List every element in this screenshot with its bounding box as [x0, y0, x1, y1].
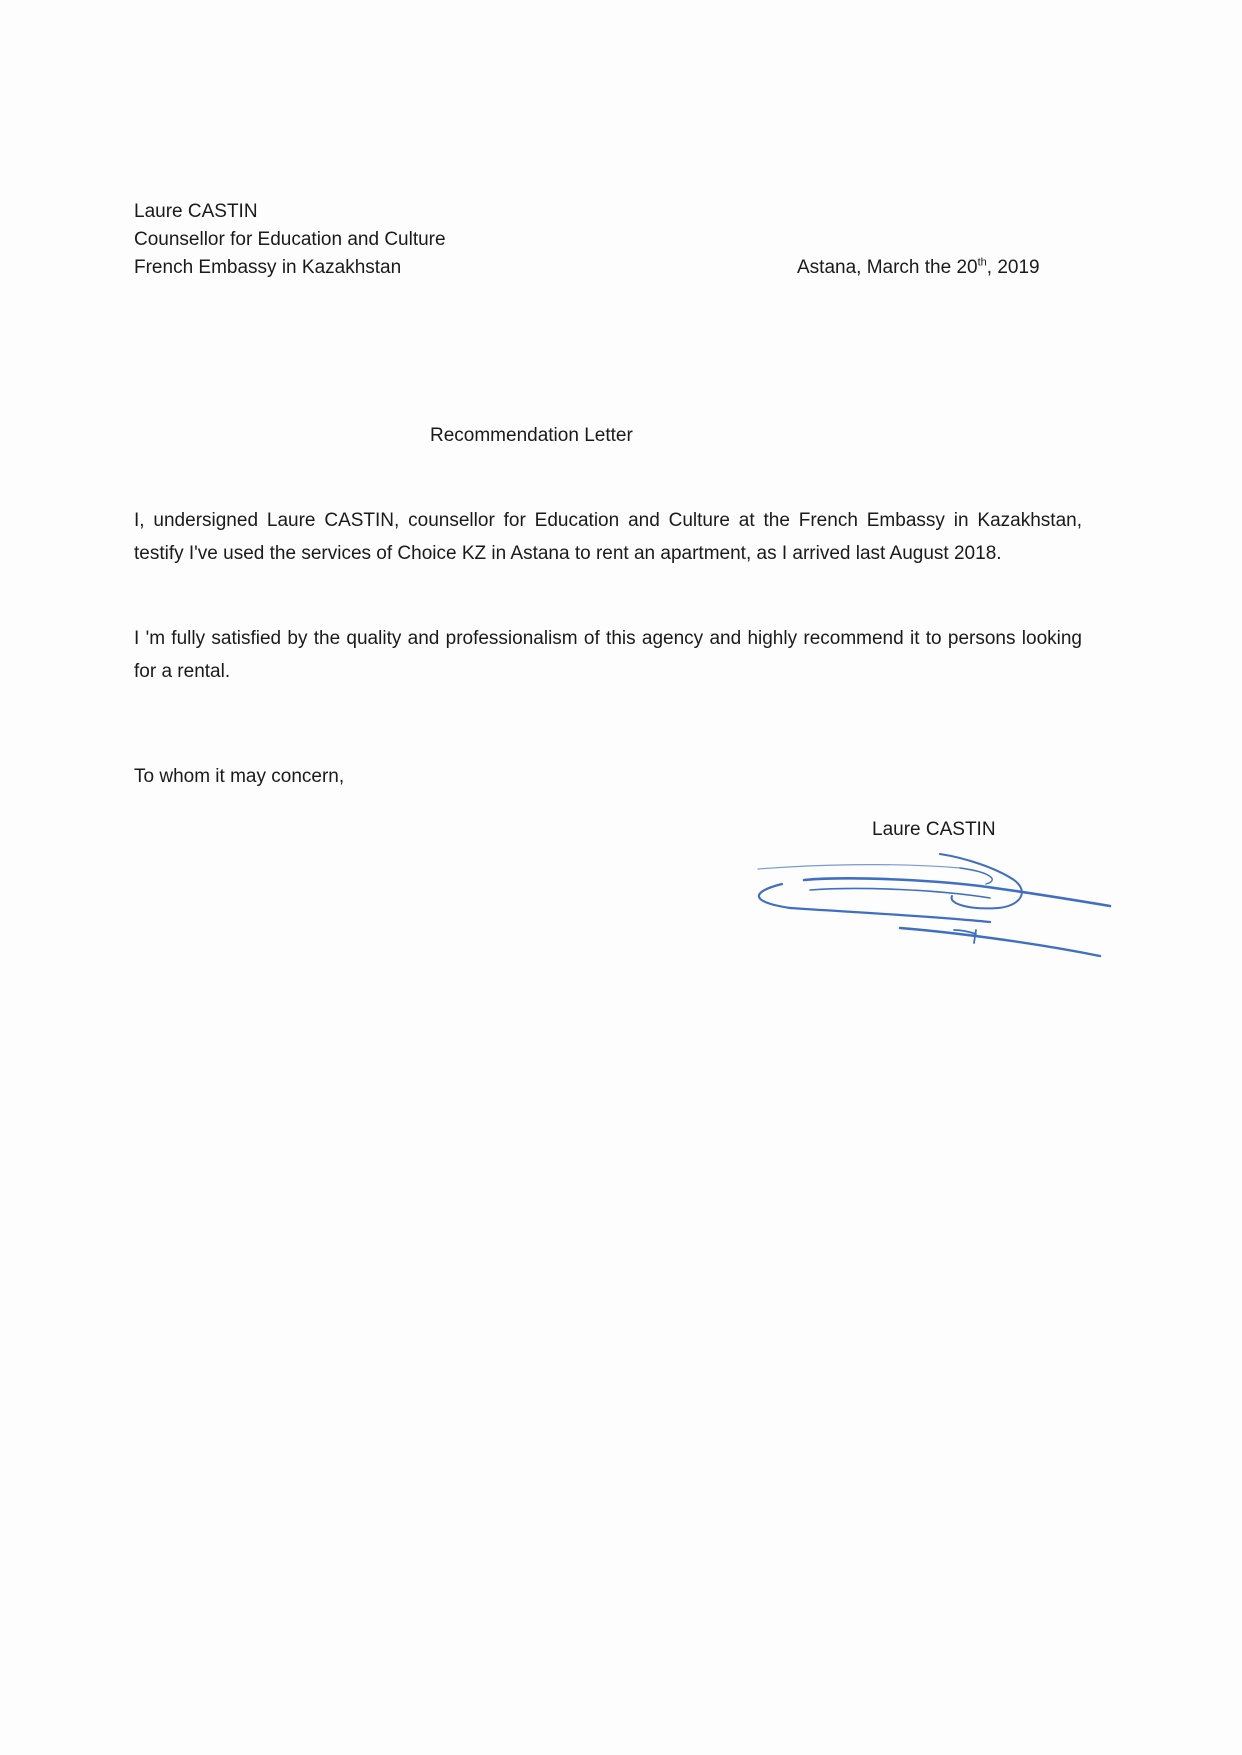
- date-year: , 2019: [986, 257, 1040, 278]
- date-ordinal-suffix: th: [977, 256, 987, 269]
- letter-date: [797, 254, 1040, 282]
- sender-name: Laure CASTIN: [134, 201, 258, 222]
- body-paragraph-1: I, undersigned Laure CASTIN, counsellor for Education and Culture at the French Embassy in Kazakhstan, testify I've used the services of Choice KZ in Astana to rent an apartment, as I arrived last August 2018.: [134, 510, 1082, 564]
- body-paragraph-2: I 'm fully satisfied by the quality and professionalism of this agency and highly recommend it to persons looking for a rental.: [134, 628, 1082, 682]
- closing-line: To whom it may concern,: [134, 766, 345, 787]
- sender-organization: French Embassy in Kazakhstan: [134, 257, 402, 278]
- handwritten-signature: [730, 846, 1120, 976]
- signatory-name: Laure CASTIN: [872, 819, 996, 840]
- date-prefix: Astana, March the 20: [797, 257, 978, 278]
- letter-subject: Recommendation Letter: [430, 425, 633, 446]
- sender-position: Counsellor for Education and Culture: [134, 229, 446, 250]
- sender-block: [134, 198, 446, 282]
